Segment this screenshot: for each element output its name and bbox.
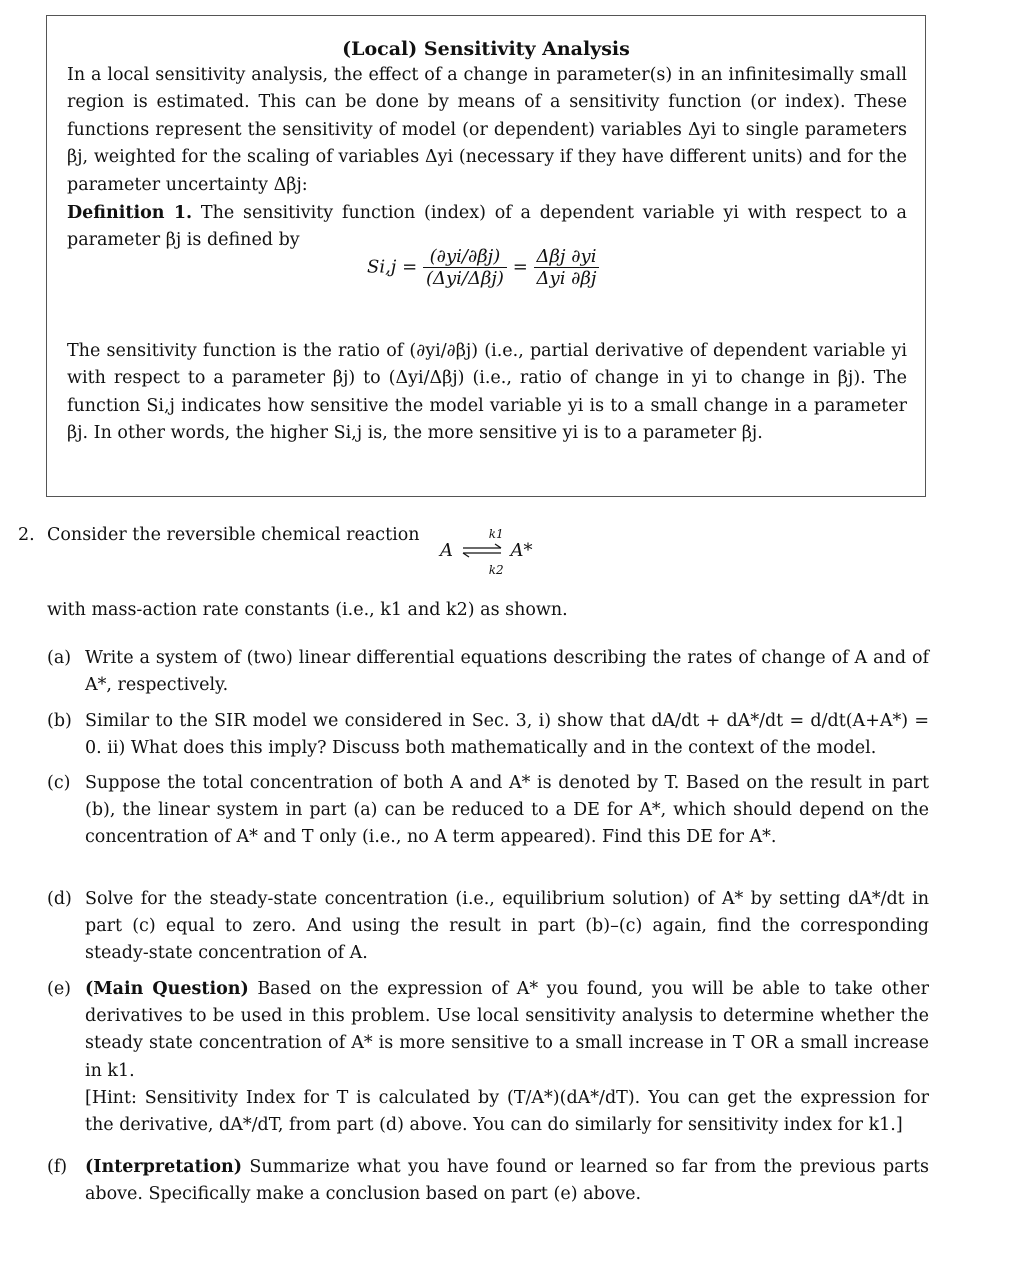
equation-fraction-1 (423, 246, 507, 289)
product-a-star: A* (510, 540, 533, 561)
rate-constant-k2: k2 (488, 563, 504, 577)
part-text: Solve for the steady-state concentration (i.e., equilibrium solution) of A* by setting dA*/dt in part (c) equal to zero. And using the result in part (b)–(c) again, find the corresponding steady-state concentration of A. (85, 889, 929, 964)
part-b (47, 708, 929, 762)
explanation-paragraph: The sensitivity function is the ratio of (∂yi/∂βj) (i.e., partial derivative of dependent variable yi with respect to a parameter βj) to (Δyi/Δβj) (i.e., ratio of change in yi to change in βj). The function Si,j indicates how sensitive the model variable yi is to a small change in a parameter βj. In other words, the higher Si,j is, the more sensitive yi is to a parameter βj. (67, 341, 907, 444)
part-d (47, 886, 929, 968)
part-label: (e) (47, 979, 72, 999)
intro-paragraph: In a local sensitivity analysis, the effect of a change in parameter(s) in an infinitesimally small region is estimated. This can be done by means of a sensitivity function (or index). These functions represent the sensitivity of model (or dependent) variables Δyi to single parameters βj, weighted for the scaling of variables Δyi (necessary if they have different units) and for the parameter uncertainty Δβj: (67, 65, 907, 195)
part-label: (f) (47, 1157, 68, 1177)
part-text: Based on the expression of A* you found, you will be able to take other derivatives to be used in this problem. Use local sensitivity analysis to determine whether the steady state concentration of A* is more sensitive to a small increase in T OR a small increase in k1. (85, 979, 929, 1081)
reactant-a: A (440, 540, 453, 561)
fraction-1-denominator: (Δyi/Δβj) (425, 268, 504, 289)
part-c (47, 770, 929, 852)
question-number: 2. (18, 525, 35, 545)
reaction-scheme (440, 527, 533, 577)
part-label: (c) (47, 773, 71, 793)
part-a (47, 645, 929, 699)
definition-box (46, 15, 926, 497)
part-e (47, 976, 929, 1139)
part-text: Summarize what you have found or learned so far from the previous parts above. Specifically make a conclusion based on part (e) above. (85, 1157, 929, 1205)
part-text-wrapper (85, 1154, 929, 1208)
equation-equals: = (512, 256, 528, 278)
part-f (47, 1154, 929, 1208)
part-text-wrapper (85, 976, 929, 1085)
equation-lhs: Si,j = (367, 256, 418, 278)
part-label: (a) (47, 648, 72, 668)
question-intro: Consider the reversible chemical reaction (47, 525, 420, 545)
definition-text: The sensitivity function (index) of a dependent variable yi with respect to a parameter βj is defined by (67, 203, 907, 251)
part-label: (b) (47, 711, 72, 731)
part-label: (d) (47, 889, 72, 909)
part-text: Write a system of (two) linear differential equations describing the rates of change of A and of A*, respectively. (85, 648, 929, 696)
part-bold-heading: (Interpretation) (85, 1157, 243, 1177)
fraction-2-numerator: Δβj ∂yi (534, 246, 600, 268)
equation-fraction-2 (534, 246, 600, 289)
definition-label: Definition 1. (67, 203, 193, 223)
question-after-text: with mass-action rate constants (i.e., k1 and k2) as shown. (47, 600, 568, 620)
part-text: Suppose the total concentration of both A and A* is denoted by T. Based on the result in part (b), the linear system in part (a) can be reduced to a DE for A*, which should depend on the concentration of A* and T only (i.e., no A term appeared). Find this DE for A*. (85, 773, 929, 848)
part-bold-heading: (Main Question) (85, 979, 249, 999)
rate-constant-k1: k1 (488, 527, 504, 541)
sensitivity-equation (367, 246, 599, 289)
box-title: (Local) Sensitivity Analysis (342, 38, 630, 60)
part-hint: [Hint: Sensitivity Index for T is calculated by (T/A*)(dA*/dT). You can get the expression for the derivative, dA*/dT, from part (d) above. You can do similarly for sensitivity index for k1.] (85, 1087, 929, 1136)
fraction-1-numerator: (∂yi/∂βj) (423, 246, 507, 268)
fraction-2-denominator: Δyi ∂βj (536, 268, 597, 289)
part-text: Similar to the SIR model we considered in Sec. 3, i) show that dA/dt + dA*/dt = d/dt(A+A*) = 0. ii) What does this imply? Discuss both mathematically and in the context of the model. (85, 711, 929, 759)
equilibrium-arrows-icon (459, 527, 505, 577)
